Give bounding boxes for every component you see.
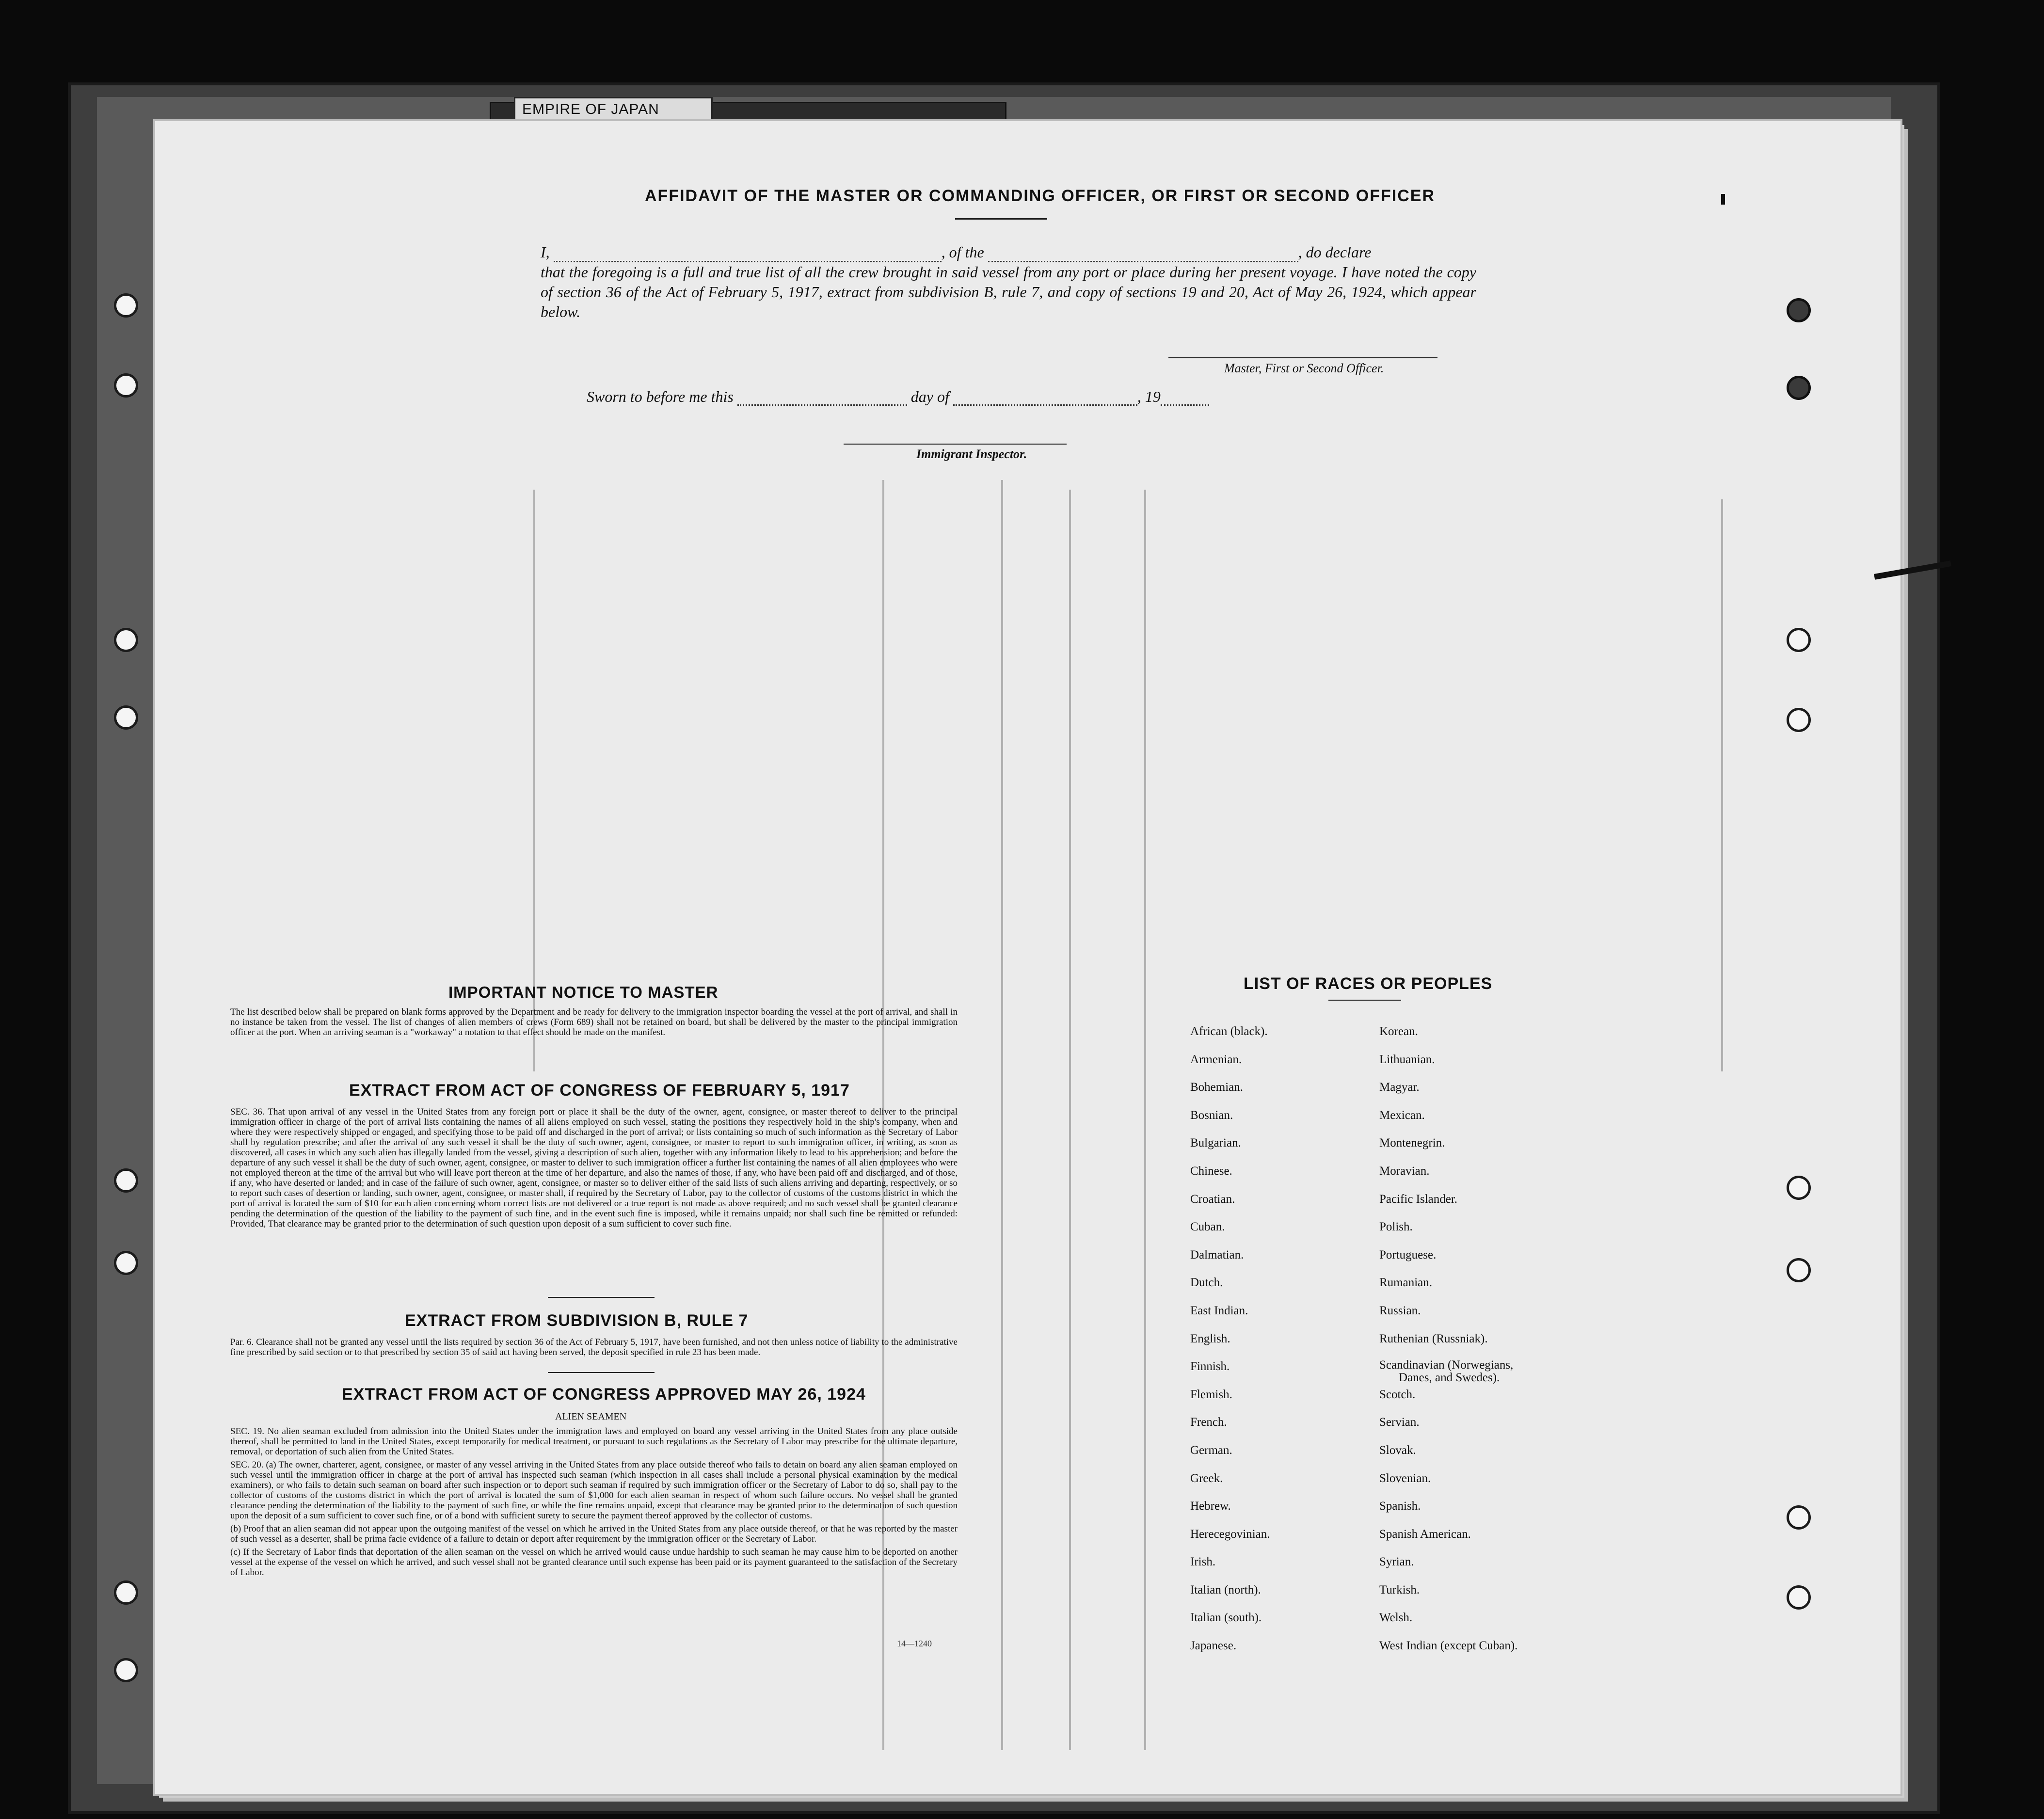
- race-item: Croatian.: [1190, 1192, 1235, 1206]
- extract-1917-heading: EXTRACT FROM ACT OF CONGRESS OF FEBRUARY 5, 1917: [349, 1081, 850, 1100]
- section-rule: [548, 1297, 655, 1298]
- signature-line[interactable]: [1168, 357, 1437, 358]
- binder-hole-icon: [1787, 298, 1811, 322]
- binder-hole-icon: [114, 1168, 138, 1193]
- race-item: Irish.: [1190, 1555, 1216, 1569]
- bleed-through-column: [1069, 490, 1071, 1750]
- affidavit-title: AFFIDAVIT OF THE MASTER OR COMMANDING OFFICER, OR FIRST OR SECOND OFFICER: [645, 187, 1435, 205]
- race-item: Cuban.: [1190, 1220, 1225, 1234]
- race-item: Spanish.: [1379, 1500, 1421, 1513]
- extract-rule7-text: Par. 6. Clearance shall not be granted any vessel until the lists required by section 36 of the Act of February 5, 1917, have been furnished, and not then unless notice of liability to the administrative fine prescribed by said section or to that prescribed by section 35 of said act having been served, the deposit specified in rule 23 has been made.: [230, 1337, 958, 1357]
- race-item: Moravian.: [1379, 1164, 1430, 1178]
- year-label: , 19: [1137, 388, 1161, 405]
- signature-label: Master, First or Second Officer.: [1224, 361, 1384, 375]
- race-item: Montenegrin.: [1379, 1136, 1445, 1150]
- sworn-label: Sworn to before me this: [587, 388, 734, 405]
- race-item: Chinese.: [1190, 1164, 1232, 1178]
- race-item: Slovak.: [1379, 1443, 1416, 1457]
- race-item: Mexican.: [1379, 1108, 1425, 1122]
- title-rule: [955, 218, 1047, 220]
- race-item: Welsh.: [1379, 1611, 1413, 1625]
- race-item: Japanese.: [1190, 1639, 1237, 1653]
- do-declare-label: , do declare: [1298, 243, 1372, 261]
- races-column-left: [1190, 1024, 1270, 1666]
- race-item: African (black).: [1190, 1025, 1268, 1038]
- race-item: Servian.: [1379, 1416, 1420, 1429]
- race-item: Russian.: [1379, 1304, 1421, 1317]
- race-item: Bosnian.: [1190, 1108, 1233, 1122]
- race-item: German.: [1190, 1443, 1232, 1457]
- manifest-page: [155, 121, 1900, 1794]
- race-item: Armenian.: [1190, 1053, 1242, 1066]
- race-item: Bohemian.: [1190, 1081, 1244, 1094]
- race-item: Finnish.: [1190, 1360, 1230, 1373]
- race-item: Italian (south).: [1190, 1611, 1262, 1625]
- sworn-line: [587, 388, 1209, 406]
- race-item: Syrian.: [1379, 1555, 1414, 1569]
- race-item: Turkish.: [1379, 1583, 1420, 1596]
- bleed-through-column: [1721, 499, 1723, 1071]
- binder-hole-icon: [114, 1251, 138, 1275]
- race-item: Rumanian.: [1379, 1276, 1433, 1290]
- binder-hole-icon: [1787, 1585, 1811, 1610]
- races-title-rule: [1328, 1000, 1401, 1001]
- races-column-right: [1379, 1024, 1517, 1666]
- binder-hole-icon: [114, 1658, 138, 1682]
- inspector-label: Immigrant Inspector.: [916, 447, 1027, 461]
- extract-1924-heading: EXTRACT FROM ACT OF CONGRESS APPROVED MAY 26, 1924: [342, 1385, 866, 1404]
- race-item: Scotch.: [1379, 1388, 1416, 1401]
- inspector-signature-line[interactable]: [844, 444, 1067, 445]
- extract-1924-text: [230, 1426, 958, 1580]
- binder-hole-icon: [1787, 376, 1811, 400]
- bleed-through-column: [1001, 480, 1003, 1750]
- sworn-month-field[interactable]: [953, 404, 1137, 406]
- affidavit-body: [541, 242, 1476, 322]
- race-item: French.: [1190, 1416, 1227, 1429]
- section-rule: [548, 1372, 655, 1373]
- race-item-continuation: Danes, and Swedes).: [1399, 1371, 1500, 1385]
- race-item: Pacific Islander.: [1379, 1192, 1458, 1206]
- race-item: English.: [1190, 1332, 1230, 1345]
- bleed-through-column: [1144, 490, 1146, 1750]
- race-item: Dutch.: [1190, 1276, 1223, 1290]
- race-item: Dalmatian.: [1190, 1248, 1244, 1261]
- race-item: [1379, 1359, 1517, 1387]
- binder-hole-icon: [114, 373, 138, 398]
- extract-1917-text: SEC. 36. That upon arrival of any vessel in the United States from any foreign port or place it shall be the duty of the owner, agent, consignee, or master thereof to deliver to the principal immigration officer in charge of the port of arrival lists containing the names of all aliens employed on such vessel, stating the positions they respectively hold in the ship's company, when and where they were respectively shipped or engaged, and specifying those to be paid off and discharged in the port of arrival; or lists containing so much of such information as the Secretary of Labor shall by regulation prescribe; and after the arrival of any such vessel it shall be the duty of such owner, agent, consignee, or master to report to such immigration officer, in writing, as soon as discovered, all cases in which any such alien has illegally landed from the vessel, giving a description of such alien, together with any information likely to lead to his apprehension; and before the departure of any such vessel it shall be the duty of such owner, agent, consignee, or master to deliver to such immigration officer a further list containing the names of all alien employees who were not employed thereon at the time of the arrival but who will leave port thereon at the time of her departure, and also the names of those, if any, who have been paid off and discharged, and of those, if any, who have deserted or landed; and in case of the failure of such owner, agent, consignee, or master so to deliver either of the said lists of such aliens arriving and departing, respectively, or so to report such cases of desertion or landing, such owner, agent, consignee, or master shall, if required by the Secretary of Labor, pay to the collector of customs of the customs district in which the port of arrival is located the sum of $10 for each alien concerning whom correct lists are not delivered or a true report is not made as above required; and no such vessel shall be granted clearance pending the determination of the question of the liability to the payment of such fine, and in the event such fine is imposed, while it remains unpaid; nor shall such fine be remitted or refunded: Provided, That clearance may be granted prior to the determination of such question upon deposit of a sum sufficient to cover such fine.: [230, 1107, 958, 1229]
- race-item-line: Scandinavian (Norwegians,: [1379, 1358, 1514, 1372]
- section-20a-text: SEC. 20. (a) The owner, charterer, agent, consignee, or master of any vessel arriving in the United States from any place outside thereof who fails to detain on board any alien seaman employed on such vessel until the immigration officer in charge at the port of arrival has inspected such seaman (which inspection in all cases shall include a personal physical examination by the medical examiners), or who fails to detain such seaman on board after such inspection or to deport such seaman if required by such immigration officer or the Secretary of Labor to do so, shall pay to the collector of customs of the customs district in which the port of arrival is located the sum of $1,000 for each alien seaman in respect of whom such failure occurs. No vessel shall be granted clearance pending the determination of the liability to the payment of such fine, or while the fine remains unpaid, except that clearance may be granted prior to the determination of such question upon the deposit of a sum sufficient to cover such fine, or of a bond with sufficient surety to secure the payment thereof approved by the collector of customs.: [230, 1460, 958, 1521]
- sworn-year-field[interactable]: [1161, 404, 1209, 406]
- section-19-text: SEC. 19. No alien seaman excluded from admission into the United States under the immigration laws and employed on board any vessel arriving in the United States from any place outside thereof, shall be permitted to land in the United States, except temporarily for medical treatment, or pursuant to such regulations as the Secretary of Labor may prescribe for the ultimate departure, removal, or deportation of such alien from the United States.: [230, 1426, 958, 1457]
- race-item: Lithuanian.: [1379, 1053, 1435, 1066]
- race-item: Slovenian.: [1379, 1471, 1431, 1485]
- affidavit-statement: that the foregoing is a full and true list of all the crew brought in said vessel from any port or place during her present voyage. I have noted the copy of section 36 of the Act of February 5, 1917, extract from subdivision B, rule 7, and copy of sections 19 and 20, Act of May 26, 1924, which appear below.: [541, 263, 1476, 320]
- section-20b-text: (b) Proof that an alien seaman did not appear upon the outgoing manifest of the vessel on which he arrived in the United States from any place outside thereof, or that he was reported by the master of such vessel as a deserter, shall be prima facie evidence of a failure to detain or deport after requirement by the immigration officer or the Secretary of Labor.: [230, 1524, 958, 1544]
- race-item: Flemish.: [1190, 1388, 1232, 1401]
- binder-hole-icon: [114, 628, 138, 652]
- race-item: Bulgarian.: [1190, 1136, 1241, 1150]
- race-item: West Indian (except Cuban).: [1379, 1639, 1518, 1653]
- race-item: Hebrew.: [1190, 1500, 1231, 1513]
- binder-hole-icon: [114, 1580, 138, 1605]
- binder-hole-icon: [1787, 1258, 1811, 1282]
- race-item: Herecegovinian.: [1190, 1527, 1270, 1541]
- binder-hole-icon: [1787, 1176, 1811, 1200]
- binder-hole-icon: [114, 705, 138, 730]
- form-number: 14—1240: [897, 1639, 932, 1648]
- binder-hole-icon: [114, 293, 138, 318]
- race-item: Greek.: [1190, 1471, 1223, 1485]
- races-title: LIST OF RACES OR PEOPLES: [1244, 974, 1493, 993]
- notice-text: The list described below shall be prepared on blank forms approved by the Department and be ready for delivery to the immigration inspector boarding the vessel at the port of arrival, and shall in no instance be taken from the vessel. The list of changes of alien members of crews (Form 689) shall not be retained on board, but shall be delivered by the master to the principal immigration officer at the port. When an arriving seaman is a "workaway" a notation to that effect should be made on the manifest.: [230, 1007, 958, 1037]
- ink-mark: [1721, 194, 1725, 205]
- race-item: Ruthenian (Russniak).: [1379, 1332, 1488, 1345]
- race-item: Korean.: [1379, 1025, 1418, 1038]
- day-of-label: day of: [910, 388, 949, 405]
- race-item: Portuguese.: [1379, 1248, 1437, 1261]
- race-item: Polish.: [1379, 1220, 1413, 1234]
- extract-1924-subheading: ALIEN SEAMEN: [555, 1411, 627, 1422]
- section-20c-text: (c) If the Secretary of Labor finds that deportation of the alien seaman on the vessel on which he arrived would cause undue hardship to such seaman he may cause him to be deported on another vessel at the expense of the vessel on which he arrived, and such vessel shall not be granted clearance until such expense has been paid or its payment guaranteed to the satisfaction of the Secretary of Labor.: [230, 1547, 958, 1578]
- binder-hole-icon: [1787, 628, 1811, 652]
- of-the-label: , of the: [941, 243, 984, 261]
- race-item: Spanish American.: [1379, 1527, 1471, 1541]
- ledger-stub-label: EMPIRE OF JAPAN: [514, 97, 713, 131]
- race-item: East Indian.: [1190, 1304, 1248, 1317]
- race-item: Italian (north).: [1190, 1583, 1261, 1596]
- declarant-prefix: I,: [541, 243, 550, 261]
- sworn-day-field[interactable]: [737, 404, 907, 406]
- race-item: Magyar.: [1379, 1081, 1420, 1094]
- notice-heading: IMPORTANT NOTICE TO MASTER: [448, 983, 719, 1001]
- extract-rule7-heading: EXTRACT FROM SUBDIVISION B, RULE 7: [405, 1311, 749, 1330]
- binder-hole-icon: [1787, 1505, 1811, 1530]
- binder-hole-icon: [1787, 708, 1811, 732]
